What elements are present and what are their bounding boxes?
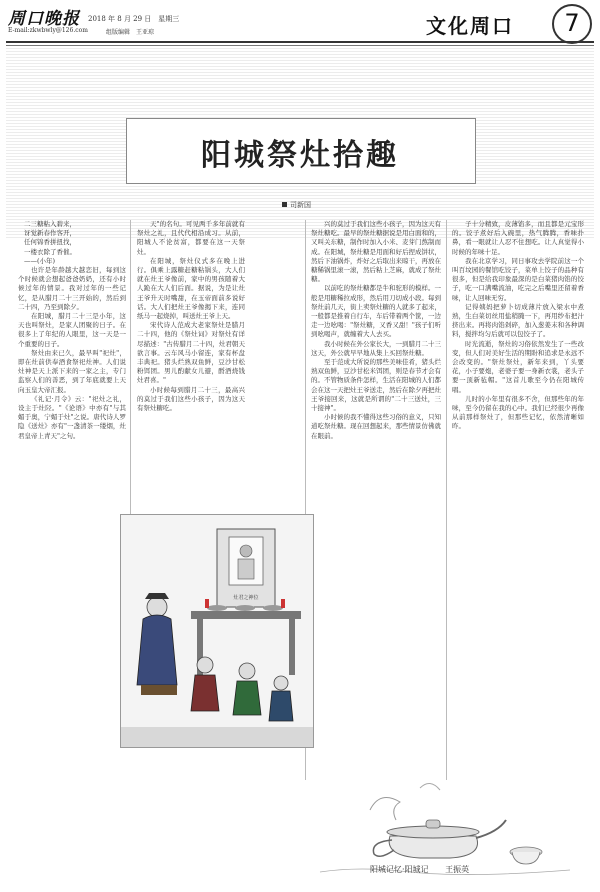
article-paragraph: 兴的莫过于我们这些小孩子，因为这天有祭灶糖吃。最早的祭灶糖据说是用白面和的，又叫关东糖，制作时加入小米、麦芽门熬制而成。在阳城，祭灶糖是用面和好后捏成饼状，然后下油锅炸，炸好之后取出来晾干，再放在糖稀锅里滚一滚，然后粘上芝麻，就成了祭灶糖。: [311, 220, 441, 284]
page-number: 7: [552, 4, 592, 44]
article-paragraph: 宋代诗人范成大老家祭灶是腊月二十四，他的《祭灶词》对祭灶有详尽描述："古传腊月二十四，灶君朝天欲言事。云车风马小留连，家有杯盘丰典祀。猪头烂熟双鱼鲜，豆沙甘松粉饵团。男儿酌献女儿避，酹酒烧钱灶君喜。": [137, 321, 245, 385]
article-paragraph: 任何锦香拼扭找，: [24, 238, 76, 247]
article-paragraph: 至于范成大所说的那些美味佳肴，猪头烂熟双鱼鲜，豆沙甘松米饵团，则是春节才会有的。不管物质条件怎样，生活在阳城的人们都会在这一天把灶王爷送走，然后在除夕再把灶王爷接回来，这就是所谓的"二十三送灶，三十接神"。: [311, 358, 441, 413]
byline-square-icon: [282, 202, 287, 207]
article-column-3: [311, 220, 441, 780]
article-paragraph: 《礼记·月令》云："祀灶之礼，设主于灶陉。"《论语》中亦有"与其媚于奥，宁媚于灶"之说。唐代诗人罗隐《送灶》亦有"一盏清茶一缕烟，灶君皇帝上青天"之句。: [18, 394, 126, 440]
article-paragraph: 我在北京学习，同日事攻去学院前这一个叫百坟园的餐馆吃饺子，菜单上饺子的品种有很多，但是给我印象最深的是白菜猪肉馅的饺子，吃一口满嘴流油，吃完之后嘴里还留着香味，让人回味无穷。: [452, 256, 584, 302]
section-title: 文化周口: [426, 14, 514, 38]
column-divider: [446, 220, 447, 780]
article-paragraph: 二三糖粘入碧来，: [24, 220, 76, 228]
article-title: 阳城祭灶拾趣: [201, 138, 399, 173]
article-byline: 司新国: [290, 201, 311, 209]
article-paragraph: 以前吃的祭灶糖都是牛和驼形的模样。一般是用糖稀拉成形，然后用刀切成小段。每到祭灶前几天，街上卖祭灶糖的人就多了起来，一般都是推着自行车，车后带着两个筐，一边走一边吆喝："祭灶糖，又香又甜！"孩子们听到吆喝声，就缠着大人去买。: [311, 284, 441, 339]
layout-editor: 组版编辑 王亚琼: [106, 29, 155, 36]
article-paragraph: 一楼衣除了香催。: [24, 247, 76, 256]
article-paragraph: 小时候的我不懂得这些习俗的意义，只知道吃祭灶糖。现在回想起来，那些情景仿佛就在眼前。: [311, 413, 441, 440]
article-paragraph: 小时候每到腊月二十三，最高兴的莫过于我们这些小孩子，因为这天有祭灶糖吃。: [137, 385, 245, 413]
article-paragraph: 在阳城，祭灶仪式多在晚上进行。俱乘上露糖赶糖粘锅头，大人们就在灶王爷像前，家中的男孩随着大人跪在大人们后面。据说，为是让灶王爷升天时嘴甜，在玉帝面前多说好话。大人们把灶王爷像揭下来，连同纸马一起烧掉，叫送灶王爷上天。: [137, 256, 245, 321]
footer-caption-text: 阳城记忆·阳城记: [370, 865, 429, 874]
footer-caption: [370, 864, 469, 875]
article-paragraph: 时光流逝，祭灶的习俗依然发生了一些改变，但人们对美好生活的期盼和追求是永远不会改变的。"祭灶祭灶，新年来到，丫头要花，小子要炮，老婆子要一身新衣裳，老头子要一顶新毡帽。"这首儿歌至今仍在阳城传唱。: [452, 339, 584, 394]
article-paragraph: 也许是年龄越大越恋旧，每到这个时候就会想起爸爸奶奶，还有小时候过年的情景。我对过年的一些记忆，是从腊月二十三开始的，然后到二十四，乃至到除夕。: [18, 266, 126, 311]
article-column-2: [137, 220, 245, 475]
kitchen-god-illustration: [120, 514, 314, 748]
article-column-4: [452, 220, 584, 780]
header-divider-thin: [6, 45, 594, 46]
article-paragraph: 记得姨妈把萝卜切成薄片放入梁水中煮熟，生白菜切丝用盐稍腌一下，再用纱布把汁挤出来。再将肉馅剁碎，加入葱姜末和各种调料，搅拌均匀后就可以包饺子了。: [452, 302, 584, 339]
contact-email: E-mail:zkwbwly@126.com: [8, 27, 88, 34]
article-paragraph: 儿时的小年里有很多不舍，但那些年的年味，至今仍留在我的心中。我们已经很少再像从前那样祭灶了，但那些记忆，依然清晰如昨。: [452, 394, 584, 431]
article-paragraph: 在阳城，腊月二十三是小年，这天也叫祭灶，是家人团聚的日子。在很多上了年纪的人眼里，这一天是一个重要的日子。: [18, 312, 126, 348]
article-paragraph: 祭灶由来已久，最早叫"祀灶"，即在灶前供奉酒食祭祀灶神。人们说灶神是天上派下来的一家之主，专门监察人们的善恶，到了年底就要上天向玉皇大帝汇报。: [18, 348, 126, 394]
article-paragraph: 讶觉新春作客开，: [24, 229, 76, 238]
article-paragraph: 天"的名句。可见两千多年前就有祭灶之礼，且代代相沿成习。从前，阳城人不论贫富，都要在这一天祭灶。: [137, 220, 245, 256]
article-paragraph: 我小时候在外公家长大，一到腊月二十三这天，外公就早早地从集上买回祭灶糖。: [311, 339, 441, 357]
masthead: 周口晚报: [8, 9, 80, 29]
issue-date: 2018 年 8 月 29 日 星期三: [88, 15, 180, 23]
article-column-1: [18, 220, 126, 740]
article-paragraph: 子十分精致，皮薄馅多，而且都是元宝形的。饺子煮好后入碗里，热气腾腾，香味扑鼻，看一眼就让人忍不住想吃。让人真觉得小时候的年味十足。: [452, 220, 584, 256]
shrine-plaque-text: 灶君之神位: [233, 595, 259, 601]
article-paragraph: ——(小年): [24, 256, 56, 265]
header-divider: [6, 41, 594, 43]
footer-signature: 王振英: [445, 865, 470, 874]
